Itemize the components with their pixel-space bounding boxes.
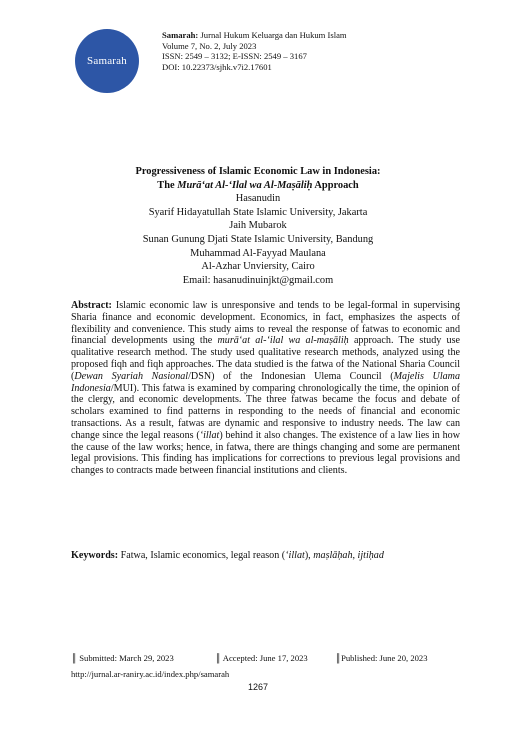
abstract-text-3: /DSN) of the Indonesian Ulema Council (	[188, 370, 394, 382]
title-post: Approach	[312, 179, 359, 191]
abstract-text-2: approach. The study use qualitative research method. The study used qualitative research methods, analyzed using the proposed fiqh and fiqh approaches. The data studied is the fatwa of the National Sharia Council (	[71, 335, 460, 382]
journal-url[interactable]: http://jurnal.ar-raniry.ac.id/index.php/samarah	[71, 669, 230, 679]
abstract-italic-2: Dewan Syariah Nasional	[74, 370, 189, 382]
keywords-text: Fatwa, Islamic economics, legal reason (	[118, 550, 286, 561]
keywords-label: Keywords:	[71, 550, 119, 561]
author-2-affiliation: Sunan Gunung Djati State Islamic University, Bandung	[142, 233, 374, 245]
author-1-affiliation: Syarif Hidayatullah State Islamic University, Jakarta	[148, 206, 368, 218]
accepted-date: ║ Accepted: June 17, 2023	[215, 653, 308, 663]
journal-logo	[75, 29, 139, 93]
footer-dates	[71, 653, 428, 663]
journal-name-rest: Jurnal Hukum Keluarga dan Hukum Islam	[198, 30, 347, 40]
journal-doi: DOI: 10.22373/sjhk.v7i2.17601	[162, 61, 272, 72]
author-3-name: Muhammad Al-Fayyad Maulana	[190, 247, 326, 259]
title-italic: Murā‘at Al-‘Ilal wa Al-Maṣāliḥ	[177, 179, 313, 191]
journal-name	[162, 30, 347, 41]
abstract-text-1: Islamic economic law is unresponsive and tends to be legal-formal in supervising Sharia finance and economic development. Economics, in fact, emphasizes the aspects of flexibility and convenience. This study aims to reveal the response of fatwas to economic and financial developments using the	[71, 300, 460, 347]
keyword-maslahah: maṣlāḥah	[313, 550, 353, 561]
author-email: Email: hasanudinuinjkt@gmail.com	[182, 274, 334, 286]
author-3-affiliation: Al-Azhar Unviersity, Cairo	[201, 261, 315, 273]
submitted-date: ║ Submitted: March 29, 2023	[71, 653, 174, 663]
paper-title-line-2	[0, 179, 516, 193]
keyword-illat: ‘illat	[285, 550, 305, 561]
published-date: ║Published: June 20, 2023	[335, 653, 428, 663]
journal-volume: Volume 7, No. 2, July 2023	[162, 40, 257, 51]
journal-name-bold: Samarah:	[162, 30, 199, 40]
keywords-sep-2: ,	[352, 550, 358, 561]
keywords-sep-1: ),	[304, 550, 314, 561]
title-block	[0, 165, 516, 287]
abstract-text-5: ) behind it also changes. The existence of a law lies in how the cause of the law works; hence, in fatwa, there are things changing and some are permanent legal provisions. This finding has implications for corrections to previous legal provisions and changes to contracts made between financial institutions and clients.	[71, 429, 460, 477]
keywords	[71, 550, 460, 562]
abstract-italic-4: ‘illat	[199, 429, 220, 441]
journal-issn: ISSN: 2549 – 3132; E-ISSN: 2549 – 3167	[162, 51, 307, 62]
author-1-name: Hasanudin	[235, 193, 281, 205]
abstract-label: Abstract:	[71, 300, 112, 311]
paper-title-line-1: Progressiveness of Islamic Economic Law in Indonesia:	[135, 166, 381, 177]
keyword-ijtihad: ijtiḥad	[357, 550, 384, 561]
abstract-text-4: /MUI). This fatwa is examined by comparing chronologically the time, the opinion of the clergy, and economic developments. The three fatwas became the focus and debate of scholars examined to find patterns in responding to the needs of financial and economic transactions. As a result, fatwas are dynamic and responsive to industry needs. The law can change since the legal reasons (	[71, 382, 460, 441]
title-pre: The	[157, 179, 178, 191]
abstract	[71, 300, 460, 477]
page-number: 1267	[247, 682, 269, 692]
abstract-italic-3: Majelis Ulama Indonesia	[71, 370, 461, 394]
journal-header	[162, 30, 347, 72]
abstract-italic-1: murā‘at al-‘ilal wa al-maṣāliḥ	[217, 335, 349, 347]
logo-text: Samarah	[87, 55, 127, 67]
author-2-name: Jaih Mubarok	[229, 220, 287, 232]
